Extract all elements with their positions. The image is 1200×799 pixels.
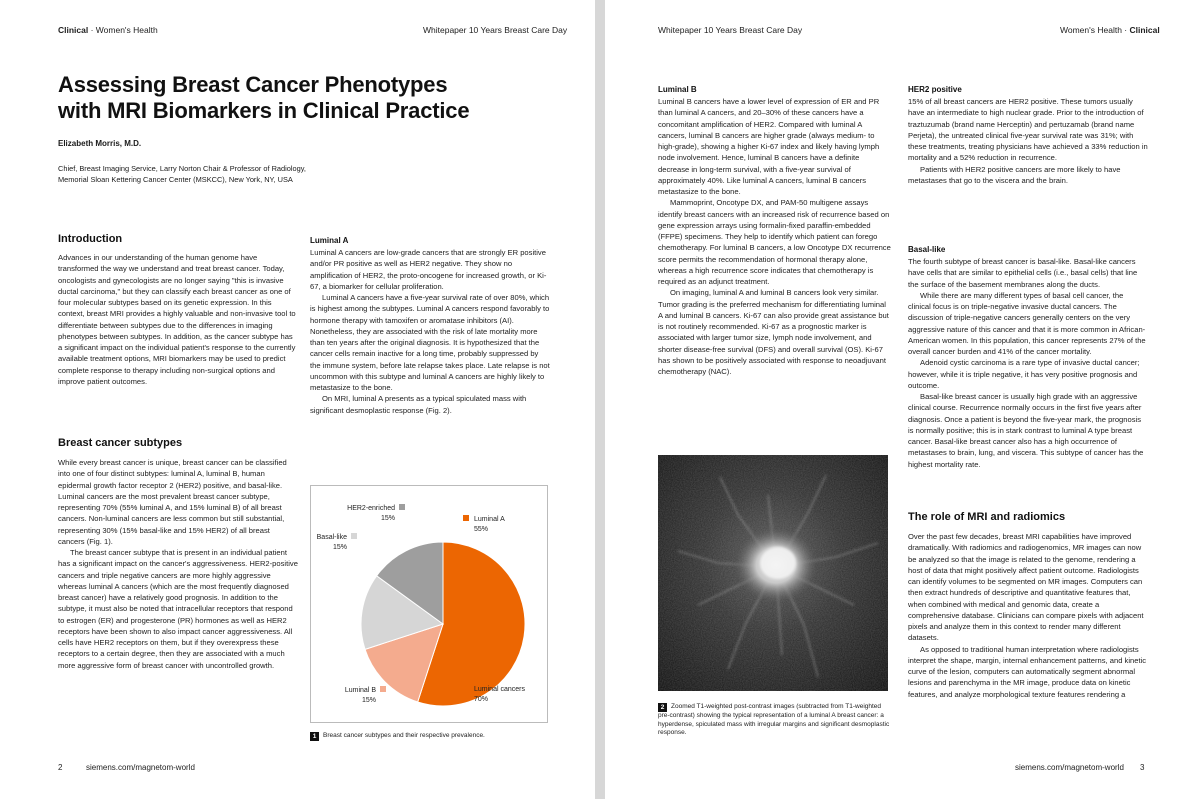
luminal-a-body (310, 247, 550, 416)
subtypes-heading: Breast cancer subtypes (58, 437, 183, 449)
legend-swatch (399, 504, 405, 510)
mri-radiomics-paragraph-2: As opposed to traditional human interpretation where radiologists interpret the shape, margin, internal enhancement patterns, and kinetic curve of the lesion, computers can automatically segment abnormal lesions and parenchyma in the MR image, produce data on kinetic features, and analyze morphological texture features rendering a (908, 644, 1147, 699)
legend-label: Basal-like (316, 534, 347, 541)
figure-1-number: 1 (310, 732, 319, 741)
luminal-a-heading: Luminal A (310, 236, 349, 245)
basal-like-paragraph-2: While there are many different types of basal cell cancer, the clinical focus is on triple-negative invasive ductal cancers. The discussion of triple-negative cancers generally centers on the very aggressive nature of this cancer and that it is more common in African-American women. In this population, this cancer represents 27% of the overall cancer burden and 41% of the cancer mortality. (908, 290, 1146, 356)
legend-value: 15% (380, 515, 395, 522)
her2-heading: HER2 positive (908, 85, 962, 94)
luminal-b-body (658, 96, 892, 377)
legend-swatch (351, 533, 357, 539)
affiliation-line-2: Memorial Sloan Kettering Cancer Center (MSKCC), New York, NY, USA (58, 175, 293, 185)
her2-paragraph-2: Patients with HER2 positive cancers are more likely to have metastases that go to the viscera and the brain. (908, 164, 1121, 185)
basal-like-paragraph-1: The fourth subtype of breast cancer is basal-like. Basal-like cancers have cells that are similar to epithelial cells (i.e., basal cells) that line the surface of the basement membranes along the ducts. (908, 257, 1138, 289)
legend-swatch (463, 515, 469, 521)
introduction-heading: Introduction (58, 233, 123, 245)
title-line-1: Assessing Breast Cancer Phenotypes (58, 72, 448, 97)
luminal-a-paragraph-2: Luminal A cancers have a five-year survival rate of over 80%, which is highest among the subtypes. Luminal A cancers respond favorably to hormone therapy with tamoxifen or aromatase inhibitors (AI). Nonetheless, they are associated with the risk of late mortality more than ten years after the original diagnosis. It is hypothesized that the cancer cells remain inactive for a long time, probably suppressed by the immune system, before late relapse takes place. Late relapse is not uncommon with this subtype and luminal A cancers are highly likely to metastasize to the bone. (310, 293, 550, 392)
title-line-2: with MRI Biomarkers in Clinical Practice (58, 98, 470, 123)
right-header-title: Whitepaper 10 Years Breast Care Day (658, 25, 803, 35)
figure-1-caption (310, 732, 550, 741)
luminal-a-paragraph-1: Luminal A cancers are low-grade cancers that are strongly ER positive and/or PR positive as well as HER2 negative. They show no amplification of HER2, the proto-oncogene for increased growth, or Ki-67, a biomarker for cellular proliferation. (310, 248, 547, 291)
legend-group-label: Luminal cancers (474, 686, 525, 693)
mri-radiomics-heading: The role of MRI and radiomics (908, 511, 1066, 523)
legend-value: 15% (361, 697, 376, 704)
header-section-label: Clinical (1129, 25, 1160, 35)
header-section-label: Clinical (58, 25, 89, 35)
basal-like-paragraph-4: Basal-like breast cancer is usually high grade with an aggressive clinical course. Recurrence normally occurs in the first five years after diagnosis. Once a patient is beyond the five-year mark, the prognosis is normally positive; this is in stark contrast to luminal A type breast cancer. Basal-like breast cancer also has a high occurrence of metastases to brain, lung, and viscera. This subtype of cancer has the highest mortality rate. (908, 392, 1144, 469)
her2-paragraph-1: 15% of all breast cancers are HER2 positive. These tumors usually have an intermediate to high nuclear grade. Prior to the introduction of traztuzumab (brand name Herceptin) and pertuzamab (brand name Perjeta), the untreated clinical five-year survival rate was 31%; with these treatments, treating physicians have achieved a 33% reduction in mortality and a 52% reduction in recurrence. (908, 97, 1148, 163)
subtypes-paragraph-2: The breast cancer subtype that is present in an individual patient has a significant impact on the cancer's aggressiveness. HER2-positive cancers and triple negative cancers are more highly aggressive whereas luminal A cancers (which are the most frequently diagnosed breast cancer) have a relatively good prognosis. In addition to the subtype, it must also be noted that intracellular receptors that respond to estrogen (ER) and progesterone (PR) hormones as well as HER2 receptors have been shown to also impact cancer aggressiveness. All cells have HER2 receptors on them, but if they overexpress these receptors to a certain degree, then they are associated with a much more aggressive form of breast cancer with uncontrolled growth. (58, 548, 298, 670)
header-separator: · (88, 25, 96, 35)
basal-like-body (908, 256, 1148, 470)
luminal-b-paragraph-1: Luminal B cancers have a lower level of expression of ER and PR than luminal A cancers, and 20–30% of these cancers have a concomitant amplification of HER2. Compared with luminal A cancers, luminal B cancers are higher grade (always medium- to high-grade), showing a higher Ki-67 index and likely having lymph node involvement. Hence, luminal B cancers have a definite decrease in long-term survival, with a five-year survival of approximately 40%. Like luminal A cancers, luminal B cancers metastasize to the bone. (658, 97, 880, 196)
right-footer-url[interactable]: siemens.com/magnetom-world (1015, 763, 1124, 772)
left-header-section (58, 25, 158, 35)
luminal-b-heading: Luminal B (658, 85, 697, 94)
right-header-section (1060, 25, 1160, 35)
pie-chart (311, 486, 547, 722)
header-topic-label: Women's Health (1060, 25, 1122, 35)
luminal-a-paragraph-3: On MRI, luminal A presents as a typical spiculated mass with significant desmoplastic response (Fig. 2). (310, 394, 527, 415)
header-topic-label: Women's Health (95, 25, 158, 35)
basal-like-heading: Basal-like (908, 245, 946, 254)
legend-label: Luminal A (474, 516, 505, 523)
luminal-b-paragraph-3: On imaging, luminal A and luminal B cancers look very similar. Tumor grading is the preferred mechanism for differentiating luminal A and luminal B cancers. Ki-67 can also provide great assistance but is not routinely recommended. Ki-67 as a prognostic marker is associated with larger tumor size, lymph node involvement, and shorter disease-free survival (DFS) and overall survival (OS). Ki-67 has shown to be positively associated with response to neoadjuvant chemotherapy (NAC). (658, 288, 889, 376)
introduction-body (58, 252, 298, 387)
figure-2-mri-image (658, 455, 888, 691)
introduction-paragraph: Advances in our understanding of the human genome have transformed the way we understand and treat breast cancer. Today, oncologists and gynecologists are no longer saying "this is invasive ductal carcinoma," but they can classify each breast cancer as one of four molecular subtypes based on its genetic expression. In this context, breast MRI provides a highly valuable and non-invasive tool to differentiate between subtypes due to the differences in imaging phenotypes between subtypes. In addition, as the cancer subtype has a significant impact on the individual patient's response to the currently available treatment options, MRI biomarkers may be used to predict complete response to therapy including non-surgical options and improve patient outcomes. (58, 253, 296, 386)
header-separator: · (1121, 25, 1130, 35)
mri-scan-graphic (658, 455, 888, 691)
legend-group-value: 70% (474, 696, 489, 703)
left-page (0, 0, 595, 799)
luminal-b-paragraph-2: Mammoprint, Oncotype DX, and PAM-50 multigene assays identify breast cancers with an increased risk of recurrence based on gene expression arrays using formalin-fixed paraffin-embedded (FFPE) specimens. They help to identify which patient can forego chemotherapy. For luminal B cancers, a low Oncotype DX recurrence score permits the recommendation of hormonal therapy alone, whereas a high recurrence score indicates that chemotherapy is required as an adjunct treatment. (658, 198, 891, 286)
mri-radiomics-paragraph-1: Over the past few decades, breast MRI capabilities have improved dramatically. With radiomics and radiogenomics, MR images can now be analyzed so that the image is related to the genome, rendering a host of data that might positively affect patient outcome. Radiologists can identify volumes to be segmented on MR images. Computers can then extract hundreds of descriptive and quantitative features that, when combined with medical and genomic data, create a comprehensive database. Clinicians can compare pixels with adjacent pixels and analyze them in this context to render many different datasets. (908, 532, 1144, 643)
legend-swatch (380, 686, 386, 692)
mri-radiomics-body (908, 531, 1148, 700)
legend-label: HER2-enriched (347, 505, 395, 512)
figure-2-caption (658, 703, 894, 738)
left-footer-page-number: 2 (58, 763, 63, 772)
legend-value: 55% (474, 526, 489, 533)
left-footer-url[interactable]: siemens.com/magnetom-world (86, 763, 195, 772)
figure-2-number: 2 (658, 703, 667, 712)
subtypes-body (58, 457, 298, 671)
legend-label: Luminal B (344, 687, 376, 694)
legend-value: 15% (332, 544, 347, 551)
subtypes-paragraph-1: While every breast cancer is unique, breast cancer can be classified into one of four distinct subtypes: luminal A, luminal B, human epidermal growth factor receptor 2 (HER2) positive, and basal-like. Luminal cancers are the most prevalent breast cancer subtype, representing 70% (55% luminal A, and 15% luminal B) of all breast cancers. Non-luminal cancers are less common but still substantial, representing 30% (15% basal-like and 15% HER2) of all breast cancers (Fig. 1). (58, 458, 287, 546)
figure-1-box (310, 485, 548, 723)
left-header-title: Whitepaper 10 Years Breast Care Day (423, 25, 568, 35)
article-title (58, 72, 538, 124)
affiliation-line-1: Chief, Breast Imaging Service, Larry Norton Chair & Professor of Radiology, (58, 164, 306, 173)
figure-1-caption-text: Breast cancer subtypes and their respective prevalence. (323, 732, 485, 739)
basal-like-paragraph-3: Adenoid cystic carcinoma is a rare type of invasive ductal cancer; however, while it is triple negative, it has very positive prognosis and outcome. (908, 358, 1140, 390)
author-name: Elizabeth Morris, M.D. (58, 139, 142, 148)
figure-2-caption-text: Zoomed T1-weighted post-contrast images (subtracted from T1-weighted pre-contrast) showing the typical representation of a luminal A breast cancer: a hyperdense, spiculated mass with irregular margins and significant desmoplastic response. (658, 703, 890, 737)
right-footer-page-number: 3 (1140, 763, 1145, 772)
her2-body (908, 96, 1148, 186)
legend-swatch-group (463, 685, 469, 691)
author-affiliation (58, 163, 378, 185)
